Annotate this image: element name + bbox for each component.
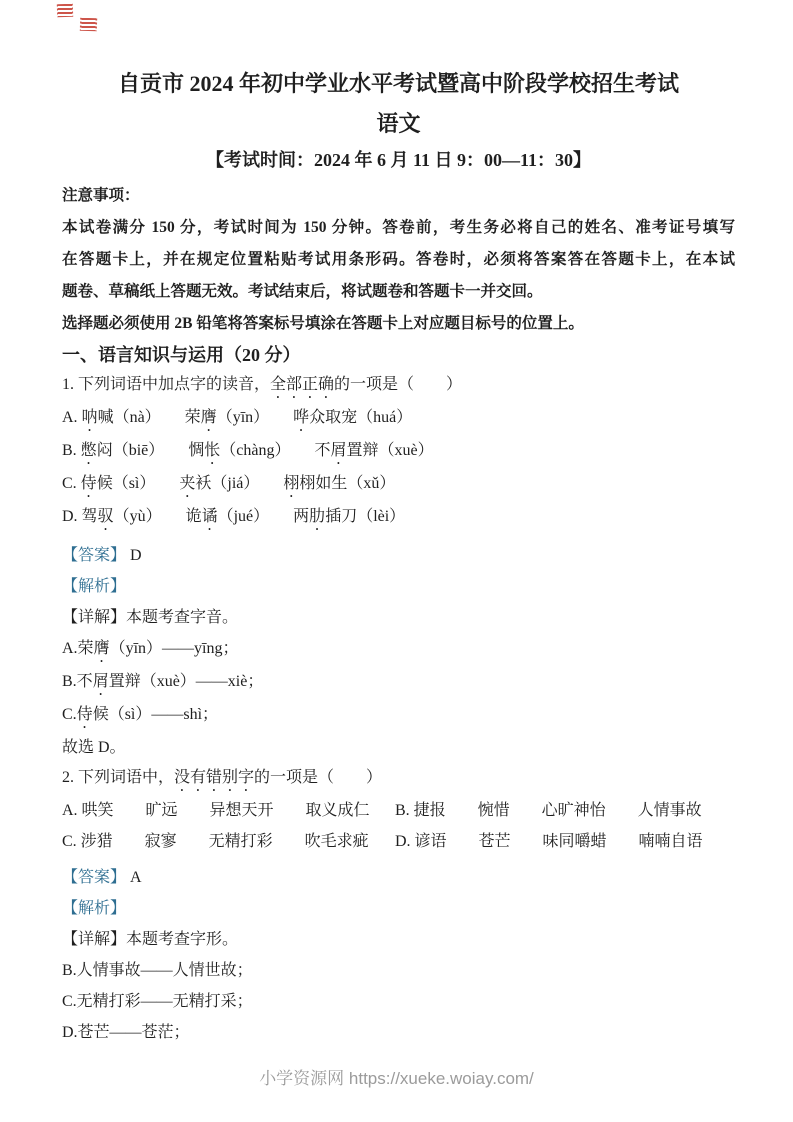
question-1-option-b: B. 憋闷（biē） 惆怅（chàng） 不屑置辩（xuè）	[62, 442, 434, 459]
notice-line: 在答题卡上，并在规定位置粘贴考试用条形码。答卷时，必须将答案答在答题卡上，在本试	[62, 251, 735, 268]
question-1-detail-line: 【详解】本题考查字音。	[62, 609, 239, 626]
question-2-detail-line: B.人情事故——人情世故；	[62, 962, 253, 979]
question-1-detail-line: 故选 D。	[62, 739, 126, 756]
question-1-detail-line: B.不屑置辩（xuè）——xiè；	[62, 673, 264, 690]
answer-value: D	[130, 547, 142, 564]
question-2-answer-line	[62, 862, 735, 893]
red-stamp-mark	[57, 4, 73, 18]
question-2-options-row	[62, 826, 735, 857]
notice-line: 选择题必须使用 2B 铅笔将答案标号填涂在答题卡上对应题目标号的位置上。	[62, 315, 584, 332]
notice-heading: 注意事项：	[62, 187, 140, 204]
answer-label: 【答案】	[62, 547, 127, 564]
question-2-detail-line: 【详解】本题考查字形。	[62, 931, 239, 948]
notice-line: 题卷、草稿纸上答题无效。考试结束后，将试题卷和答题卡一并交回。	[62, 283, 543, 300]
analysis-label: 【解析】	[62, 900, 127, 917]
question-1-option-c: C. 侍候（sì） 夹袄（jiá） 栩栩如生（xǔ）	[62, 475, 396, 492]
exam-title: 自贡市 2024 年初中学业水平考试暨高中阶段学校招生考试	[117, 71, 679, 96]
answer-label: 【答案】	[62, 869, 127, 886]
question-1	[62, 370, 735, 763]
question-1-option-d: D. 驾驭（yù） 诡谲（jué） 两肋插刀（lèi）	[62, 508, 406, 525]
question-2	[62, 763, 735, 1048]
notice-section	[62, 180, 735, 340]
question-1-option-a: A. 呐喊（nà） 荣膺（yīn） 哗众取宠（huá）	[62, 409, 413, 426]
question-2-stem: 2. 下列词语中，没有错别字的一项是（ ）	[62, 769, 383, 786]
question-2-option-d: D. 谚语 苍芒 味同嚼蜡 喃喃自语	[395, 833, 703, 850]
question-1-detail-line: C.侍候（sì）——shì；	[62, 706, 219, 723]
question-2-analysis-line	[62, 893, 735, 924]
question-1-answer-line	[62, 540, 735, 571]
question-2-option-c: C. 涉猎 寂寥 无精打彩 吹毛求疵	[62, 833, 369, 850]
answer-value: A	[130, 869, 142, 886]
question-2-options-row	[62, 795, 735, 826]
exam-subject-title: 语文	[376, 111, 421, 136]
red-stamp-mark	[80, 18, 97, 32]
question-1-detail-line: A.荣膺（yīn）——yīng；	[62, 640, 239, 657]
section-heading: 一、语言知识与运用（20 分）	[62, 345, 301, 365]
question-2-detail-line: C.无精打彩——无精打采；	[62, 993, 253, 1010]
question-2-option-a: A. 哄笑 旷远 异想天开 取义成仁	[62, 802, 370, 819]
footer-watermark: 小学资源网 https://xueke.woiay.com/	[259, 1069, 534, 1088]
exam-time-line: 【考试时间：2024 年 6 月 11 日 9：00—11：30】	[205, 150, 591, 170]
analysis-label: 【解析】	[62, 578, 127, 595]
question-2-detail-line: D.苍芒——苍茫；	[62, 1024, 190, 1041]
question-1-analysis-line	[62, 571, 735, 602]
question-1-stem: 1. 下列词语中加点字的读音，全部正确的一项是（ ）	[62, 376, 463, 393]
question-2-option-b: B. 捷报 惋惜 心旷神怡 人情事故	[395, 802, 702, 819]
notice-line: 本试卷满分 150 分，考试时间为 150 分钟。答卷前，考生务必将自己的姓名、准考证号填写	[62, 219, 735, 236]
